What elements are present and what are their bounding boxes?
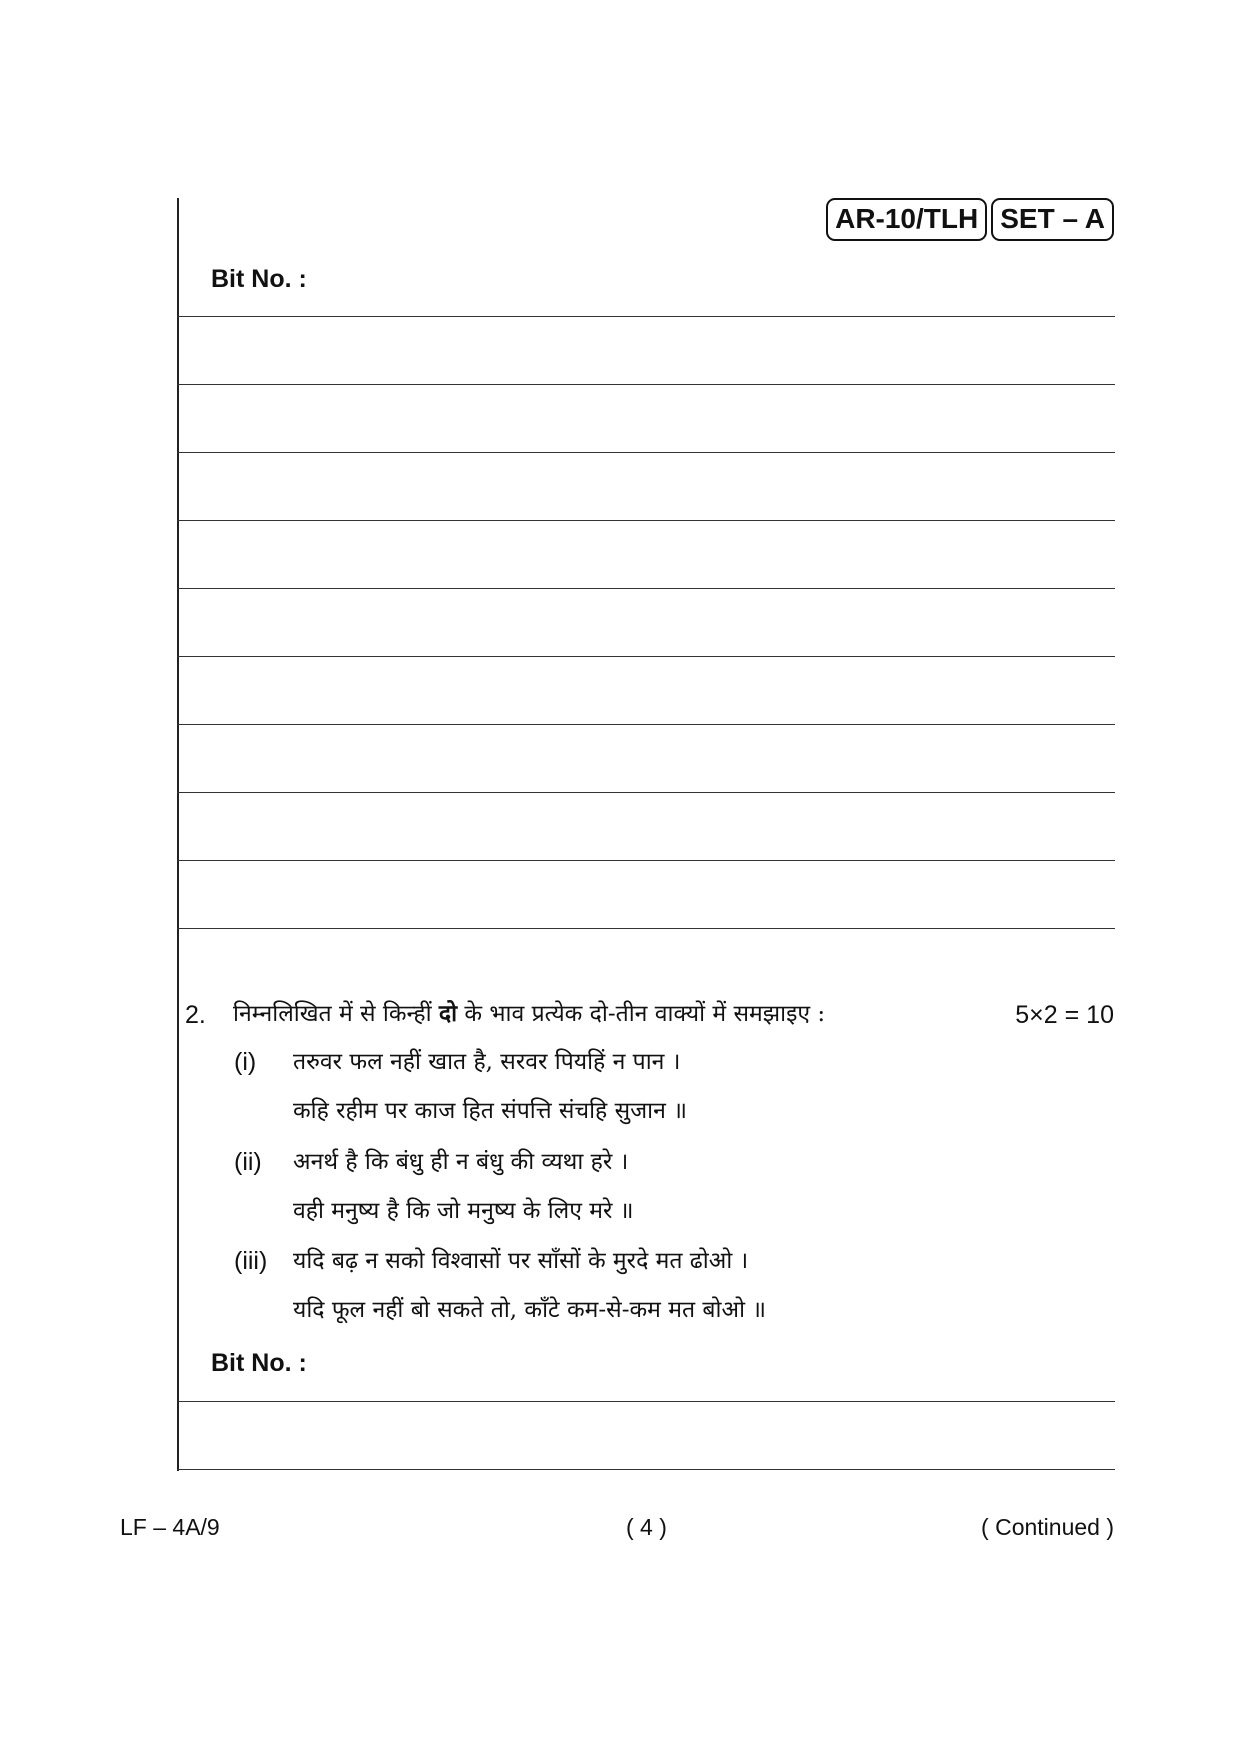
answer-line (177, 316, 1115, 317)
verse-line: यदि फूल नहीं बो सकते तो, काँटे कम-से-कम मत बोओ ॥ (293, 1297, 767, 1323)
answer-line (177, 928, 1115, 929)
part-label: (ii) (234, 1148, 262, 1176)
page-number: ( 4 ) (626, 1514, 667, 1540)
answer-line (177, 1469, 1115, 1470)
answer-line (177, 792, 1115, 793)
verse-line: यदि बढ़ न सको विश्वासों पर साँसों के मुरदे मत ढोओ । (293, 1248, 749, 1274)
paper-code-box: AR-10/TLH (826, 198, 987, 241)
answer-line (177, 452, 1115, 453)
answer-line (177, 520, 1115, 521)
part-label: (i) (234, 1048, 257, 1076)
question-text-start: निम्नलिखित में से किन्हीं (233, 1001, 439, 1027)
answer-line (177, 1401, 1115, 1402)
set-code-box: SET – A (991, 198, 1114, 241)
verse-line: अनर्थ है कि बंधु ही न बंधु की व्यथा हरे । (293, 1149, 629, 1175)
verse-line: तरुवर फल नहीं खात है, सरवर पियहिं न पान । (293, 1049, 681, 1075)
answer-line (177, 860, 1115, 861)
bit-no-label-top: Bit No. : (211, 265, 307, 293)
answer-line (177, 384, 1115, 385)
footer-paper-code: LF – 4A/9 (120, 1514, 220, 1540)
paper-code-group (826, 198, 1114, 241)
left-margin-line (177, 198, 179, 1471)
question-number: 2. (185, 1001, 206, 1029)
part-label: (iii) (234, 1247, 268, 1275)
question-text-end: के भाव प्रत्येक दो-तीन वाक्यों में समझाइए : (457, 1001, 826, 1027)
question-text-emphasis: दो (438, 1000, 458, 1027)
question-marks: 5×2 = 10 (1015, 1001, 1114, 1029)
answer-line (177, 656, 1115, 657)
continued-label: ( Continued ) (981, 1514, 1114, 1540)
bit-no-label-bottom: Bit No. : (211, 1349, 307, 1377)
verse-line: कहि रहीम पर काज हित संपत्ति संचहि सुजान ॥ (293, 1098, 687, 1124)
answer-line (177, 724, 1115, 725)
answer-line (177, 588, 1115, 589)
verse-line: वही मनुष्य है कि जो मनुष्य के लिए मरे ॥ (293, 1198, 634, 1224)
question-text (233, 998, 825, 1030)
